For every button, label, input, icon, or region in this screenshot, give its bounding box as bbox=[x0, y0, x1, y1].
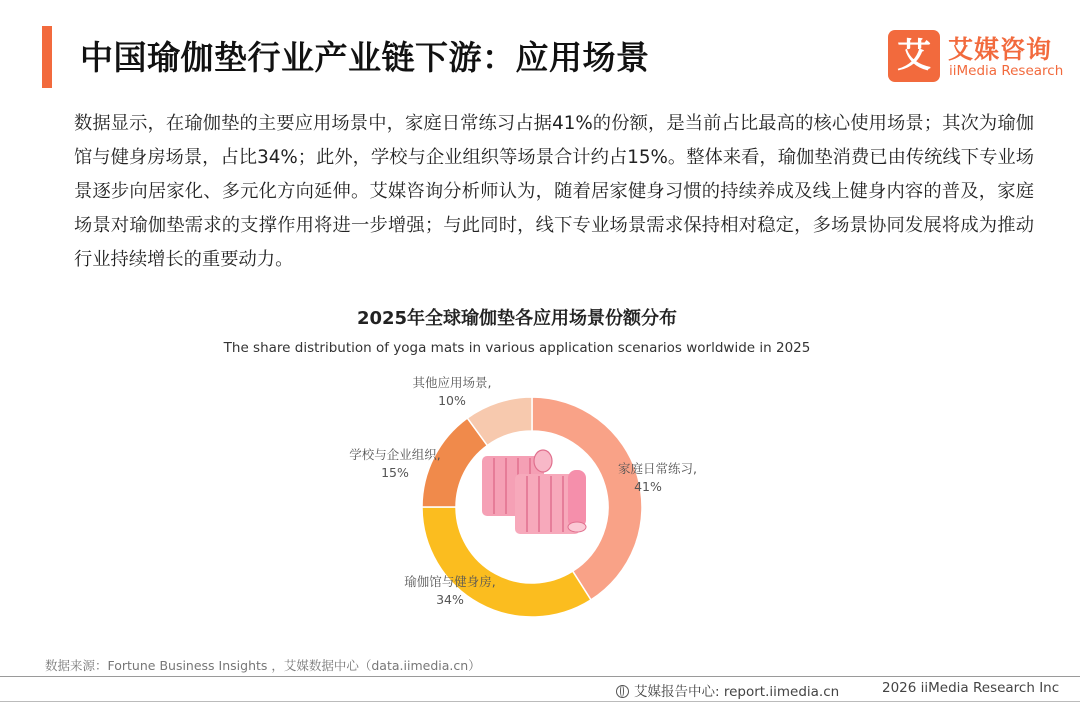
slice-label: 瑜伽馆与健身房, bbox=[404, 574, 496, 589]
chart-title: 2025年全球瑜伽垫各应用场景份额分布 bbox=[356, 308, 678, 329]
slice-value-label: 41% bbox=[634, 479, 662, 494]
report-center-link[interactable] bbox=[616, 680, 839, 700]
slice-label: 其他应用场景, bbox=[412, 375, 492, 390]
slice-label: 学校与企业组织, bbox=[349, 447, 441, 462]
report-center-text: 艾媒报告中心: report.iimedia.cn bbox=[634, 684, 840, 700]
globe-icon bbox=[616, 685, 629, 698]
logo-chinese-name: 艾媒咨询 bbox=[948, 35, 1053, 64]
slice-value-label: 34% bbox=[436, 592, 464, 607]
chart-subtitle: The share distribution of yoga mats in various application scenarios worldwide in 2025 bbox=[223, 340, 811, 356]
slice-label: 家庭日常练习, bbox=[618, 461, 697, 476]
data-source: 数据来源：Fortune Business Insights ，艾媒数据中心（data.iimedia.cn） bbox=[45, 658, 481, 673]
analysis-paragraph: 数据显示，在瑜伽垫的主要应用场景中，家庭日常练习占据41%的份额，是当前占比最高的核心使用场景；其次为瑜伽馆与健身房场景，占比34%；此外，学校与企业组织等场景合计约占15%。整体来看，瑜伽垫消费已由传统线下专业场景逐步向居家化、多元化方向延伸。艾媒咨询分析师认为，随着居家健身习惯的持续养成及线上健身内容的普及，家庭场景对瑜伽垫需求的支撑作用将进一步增强；与此同时，线下专业场景需求保持相对稳定，多场景协同发展将成为推动行业持续增长的重要动力。 bbox=[74, 113, 1034, 270]
slice-value-label: 10% bbox=[438, 393, 466, 408]
footer-divider bbox=[0, 676, 1080, 677]
yoga-mat-icon bbox=[482, 450, 586, 534]
logo-english-name: iiMedia Research bbox=[949, 63, 1064, 79]
slice-value-label: 15% bbox=[381, 465, 409, 480]
copyright: 2026 iiMedia Research Inc bbox=[882, 680, 1060, 696]
page-title: 中国瑜伽垫行业产业链下游：应用场景 bbox=[80, 38, 650, 77]
logo-mark-icon: 艾 bbox=[888, 30, 940, 82]
